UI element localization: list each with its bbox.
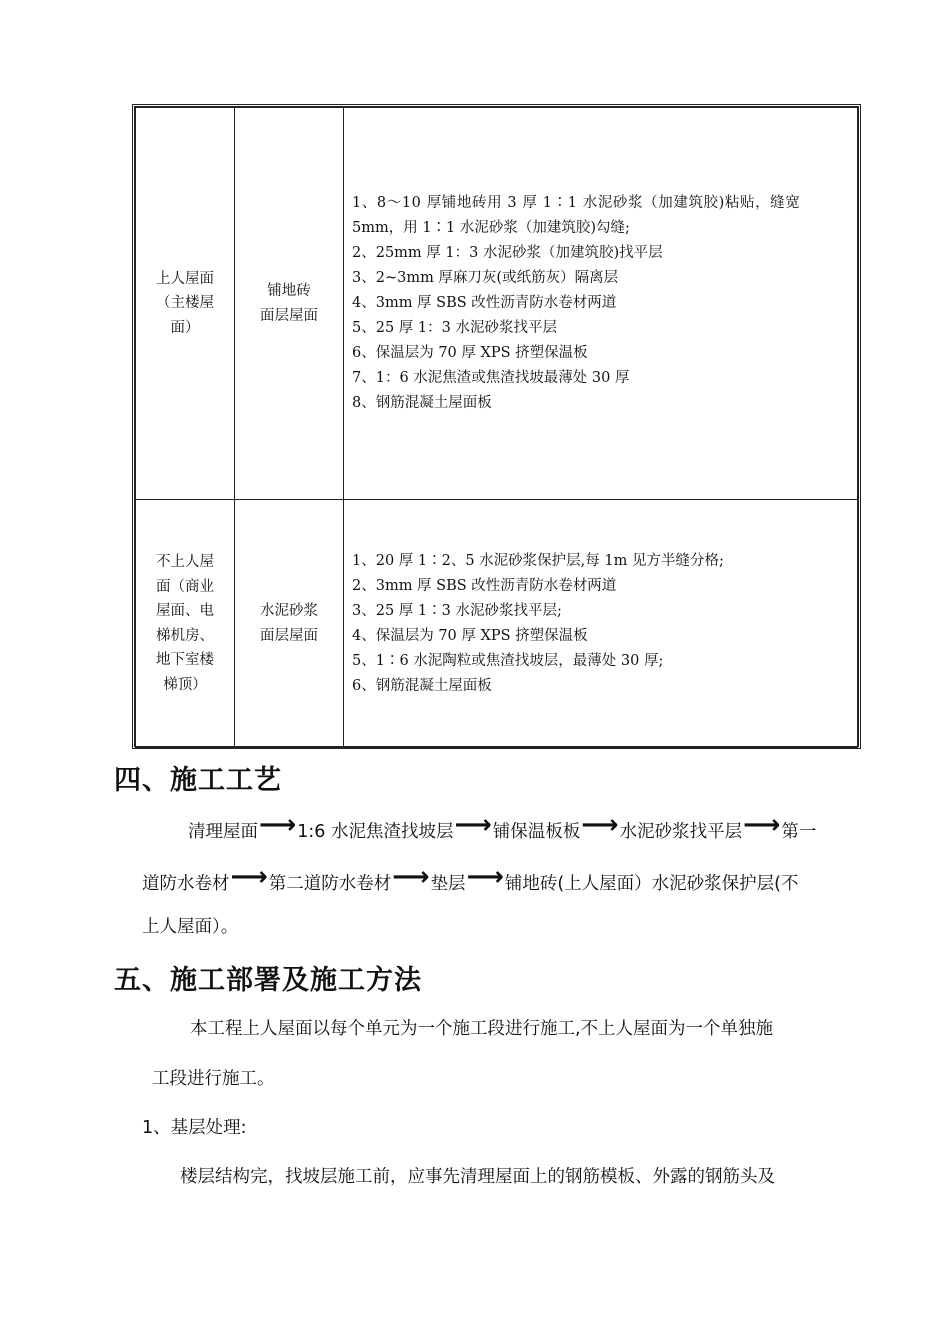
- layer-line: 6、钢筋混凝土屋面板: [352, 677, 492, 694]
- roof-spec-grid: [135, 107, 858, 748]
- step-text: 第一: [781, 822, 817, 842]
- cell-line: 面（商业: [156, 578, 214, 595]
- paragraph-line: 楼层结构完，找坡层施工前，应事先清理屋面上的钢筋模板、外露的钢筋头及: [180, 1167, 775, 1187]
- cell-line: 梯机房、: [156, 627, 214, 644]
- table-row: [136, 500, 858, 748]
- paragraph-line: 工段进行施工。: [152, 1069, 275, 1089]
- step-text: 道防水卷材: [142, 874, 230, 894]
- layer-line: 5、1∶6 水泥陶粒或焦渣找坡层，最薄处 30 厚;: [352, 652, 664, 669]
- cell-line: 面）: [170, 319, 200, 336]
- arrow-right-icon: ⟶: [466, 862, 504, 892]
- section-heading: 五、施工部署及施工方法: [114, 965, 422, 996]
- process-flow-line: [142, 862, 799, 895]
- layer-line: 4、3mm 厚 SBS 改性沥青防水卷材两道: [352, 295, 617, 311]
- arrow-right-icon: ⟶: [581, 810, 619, 840]
- cell-line: 上人屋面: [156, 270, 214, 287]
- layer-line: 3、25 厚 1∶3 水泥砂浆找平层;: [352, 602, 562, 619]
- roof-category-cell: [136, 108, 235, 500]
- step-text: 1:6 水泥焦渣找坡层: [297, 822, 454, 842]
- arrow-right-icon: ⟶: [230, 862, 268, 892]
- step-text: 垫层: [430, 874, 466, 894]
- arrow-right-icon: ⟶: [259, 810, 297, 840]
- layer-line: 2、3mm 厚 SBS 改性沥青防水卷材两道: [352, 577, 617, 594]
- roof-layers-cell: [344, 500, 858, 748]
- cell-line: 水泥砂浆: [260, 603, 318, 619]
- cell-line: 不上人屋: [156, 554, 214, 570]
- cell-line: 梯顶）: [163, 676, 207, 693]
- table-row: [136, 108, 858, 500]
- step-text: 第二道防水卷材: [268, 874, 392, 894]
- paragraph-line: 本工程上人屋面以每个单元为一个施工段进行施工,不上人屋面为一个单独施: [190, 1019, 774, 1039]
- cell-line: （主楼屋: [156, 295, 214, 312]
- layer-line: 5mm，用 1∶1 水泥砂浆（加建筑胶)勾缝;: [352, 220, 630, 236]
- section-heading: 四、施工工艺: [114, 765, 282, 796]
- step-text: 清理屋面: [188, 822, 258, 842]
- list-item-heading: 1、基层处理:: [142, 1118, 247, 1138]
- cell-line: 面层屋面: [260, 627, 318, 644]
- arrow-right-icon: ⟶: [454, 810, 492, 840]
- step-text: 铺地砖(上人屋面）水泥砂浆保护层(不: [504, 874, 799, 894]
- layer-line: 8、钢筋混凝土屋面板: [352, 395, 492, 411]
- layer-line: 5、25 厚 1：3 水泥砂浆找平层: [352, 320, 557, 336]
- roof-type-cell: [235, 500, 344, 748]
- cell-line: 屋面、电: [156, 603, 214, 619]
- layer-line: 6、保温层为 70 厚 XPS 挤塑保温板: [352, 345, 588, 361]
- layer-line: 1、20 厚 1∶2、5 水泥砂浆保护层,每 1m 见方半缝分格;: [352, 552, 724, 569]
- layer-line: 7、1：6 水泥焦渣或焦渣找坡最薄处 30 厚: [352, 370, 630, 386]
- cell-line: 铺地砖: [267, 283, 311, 299]
- roof-spec-table: [132, 104, 861, 749]
- cell-line: 地下室楼: [156, 652, 214, 668]
- roof-layers-cell: [344, 108, 858, 500]
- layer-line: 3、2~3mm 厚麻刀灰(或纸筋灰）隔离层: [352, 270, 619, 286]
- process-flow-line: [188, 810, 817, 843]
- layer-line: 4、保温层为 70 厚 XPS 挤塑保温板: [352, 627, 588, 644]
- step-text: 铺保温板板: [492, 822, 581, 842]
- roof-category-cell: [136, 500, 235, 748]
- arrow-right-icon: ⟶: [392, 862, 430, 892]
- step-text: 水泥砂浆找平层: [619, 822, 743, 842]
- process-flow-line: 上人屋面）。: [142, 917, 239, 937]
- arrow-right-icon: ⟶: [743, 810, 781, 840]
- roof-type-cell: [235, 108, 344, 500]
- cell-line: 面层屋面: [260, 307, 318, 324]
- layer-line: 1、8～10 厚铺地砖用 3 厚 1∶1 水泥砂浆（加建筑胶)粘贴，缝宽: [352, 195, 801, 211]
- layer-line: 2、25mm 厚 1：3 水泥砂浆（加建筑胶)找平层: [352, 245, 663, 261]
